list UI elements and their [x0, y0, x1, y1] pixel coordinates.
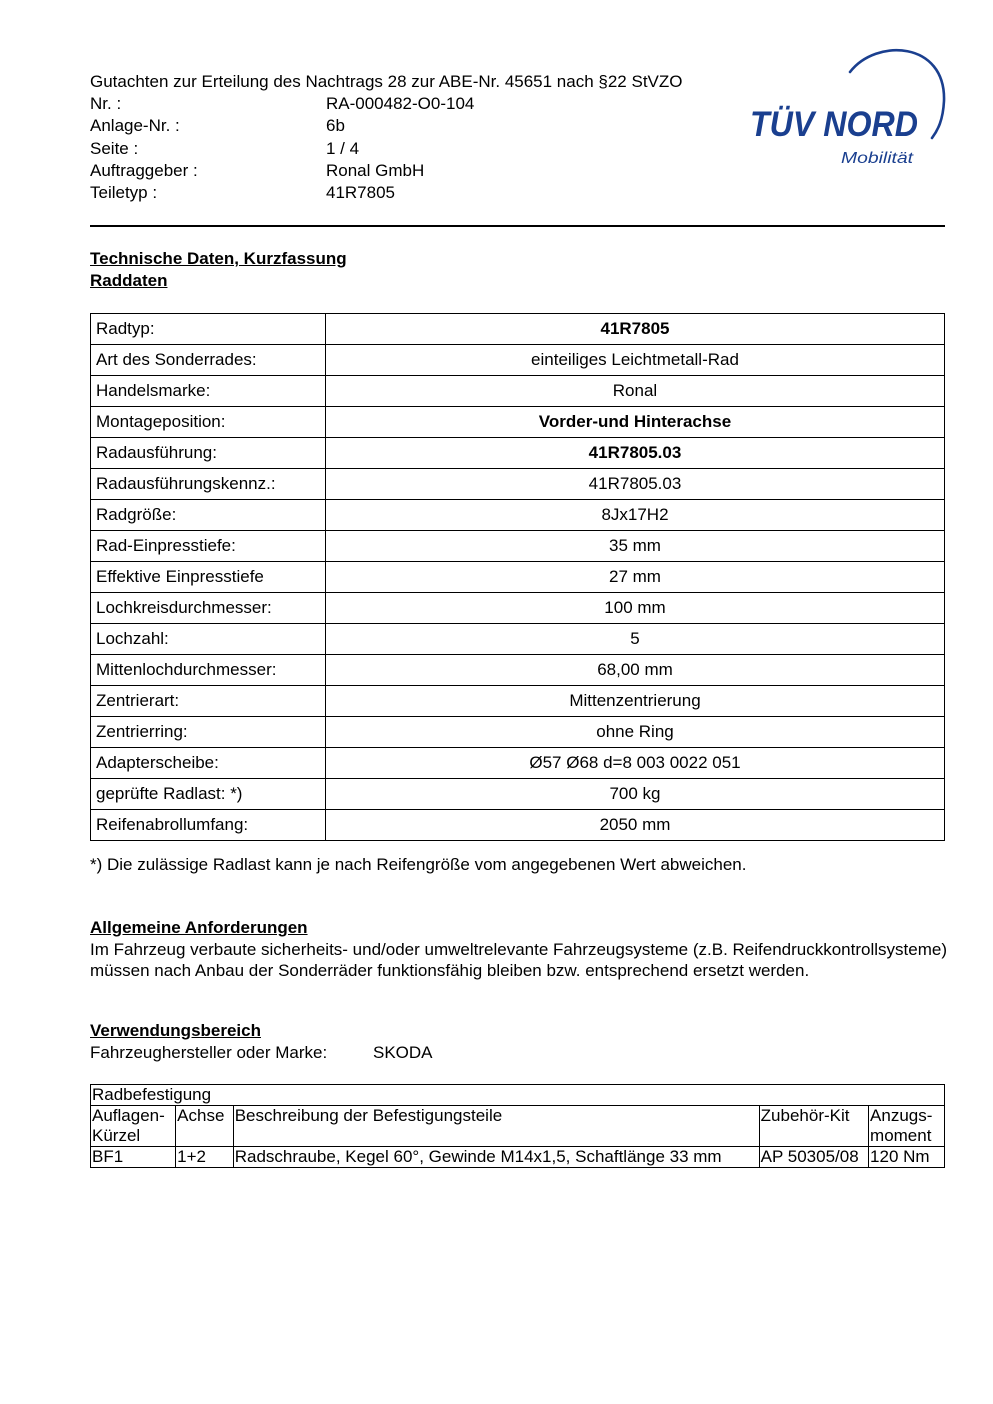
- befestigung-title-row: [91, 1085, 945, 1106]
- befestigung-header: Anzugs- moment: [869, 1106, 945, 1147]
- raddaten-key: Rad-Einpresstiefe:: [91, 531, 326, 562]
- raddaten-row: [91, 500, 945, 531]
- header-value: 1 / 4: [326, 138, 360, 158]
- befestigung-header: Achse: [176, 1106, 234, 1147]
- raddaten-key: Radausführungskennz.:: [91, 469, 326, 500]
- raddaten-row: [91, 748, 945, 779]
- raddaten-row: [91, 469, 945, 500]
- raddaten-key: Art des Sonderrades:: [91, 345, 326, 376]
- raddaten-key: geprüfte Radlast: *): [91, 779, 326, 810]
- raddaten-value: Vorder-und Hinterachse: [326, 407, 945, 438]
- header-label: Seite :: [90, 138, 139, 158]
- raddaten-value: 35 mm: [326, 531, 945, 562]
- raddaten-row: [91, 438, 945, 469]
- raddaten-value: 68,00 mm: [326, 655, 945, 686]
- raddaten-row: [91, 531, 945, 562]
- raddaten-key: Montageposition:: [91, 407, 326, 438]
- header-row: [90, 138, 683, 160]
- befestigung-header: Beschreibung der Befestigungsteile: [233, 1106, 759, 1147]
- raddaten-key: Radtyp:: [91, 314, 326, 345]
- befestigung-header-row: [91, 1106, 945, 1147]
- raddaten-key: Radausführung:: [91, 438, 326, 469]
- raddaten-key: Zentrierring:: [91, 717, 326, 748]
- logo-brand-text: TÜV NORD: [750, 105, 918, 144]
- header-label: Teiletyp :: [90, 183, 158, 203]
- raddaten-key: Reifenabrollumfang:: [91, 810, 326, 841]
- raddaten-value: 700 kg: [326, 779, 945, 810]
- raddaten-value: 8Jx17H2: [326, 500, 945, 531]
- tuv-nord-logo: [746, 46, 951, 170]
- document-title: Gutachten zur Erteilung des Nachtrags 28 zur ABE-Nr. 45651 nach §22 StVZO: [90, 72, 683, 91]
- raddaten-key: Radgröße:: [91, 500, 326, 531]
- header-row: [90, 160, 683, 182]
- raddaten-value: 41R7805.03: [326, 438, 945, 469]
- raddaten-row: [91, 593, 945, 624]
- hersteller-label: Fahrzeughersteller oder Marke:: [90, 1043, 328, 1062]
- section-title-raddaten: Raddaten: [90, 271, 168, 290]
- allgemein-text: Im Fahrzeug verbaute sicherheits- und/oder umweltrelevante Fahrzeugsysteme (z.B. Reifendruckkontrollsysteme) müssen nach Anbau der Sonderräder funktionsfähig bleiben bzw. entsprechend ersetzt werden.: [90, 940, 947, 980]
- raddaten-value: 41R7805.03: [326, 469, 945, 500]
- raddaten-value: Ø57 Ø68 d=8 003 0022 051: [326, 748, 945, 779]
- raddaten-row: [91, 624, 945, 655]
- raddaten-value: 27 mm: [326, 562, 945, 593]
- befestigung-title: Radbefestigung: [91, 1085, 945, 1106]
- raddaten-value: Ronal: [326, 376, 945, 407]
- raddaten-value: ohne Ring: [326, 717, 945, 748]
- raddaten-row: [91, 686, 945, 717]
- raddaten-row: [91, 345, 945, 376]
- header-value: 6b: [326, 116, 345, 136]
- header-value: Ronal GmbH: [326, 160, 425, 180]
- radlast-note: *) Die zulässige Radlast kann je nach Reifengröße vom angegebenen Wert abweichen.: [90, 855, 747, 874]
- header-label: Auftraggeber :: [90, 160, 198, 180]
- raddaten-row: [91, 655, 945, 686]
- raddaten-key: Adapterscheibe:: [91, 748, 326, 779]
- raddaten-value: 2050 mm: [326, 810, 945, 841]
- raddaten-key: Mittenlochdurchmesser:: [91, 655, 326, 686]
- logo-sub-text: Mobilität: [841, 150, 914, 167]
- header-row: [90, 115, 683, 137]
- raddaten-row: [91, 407, 945, 438]
- raddaten-table: [90, 313, 945, 841]
- header-row: [90, 182, 683, 204]
- raddaten-value: 41R7805: [326, 314, 945, 345]
- raddaten-row: [91, 717, 945, 748]
- raddaten-value: Mittenzentrierung: [326, 686, 945, 717]
- header-label: Anlage-Nr. :: [90, 116, 180, 136]
- hersteller-value: SKODA: [373, 1043, 433, 1062]
- befestigung-header: Zubehör-Kit: [759, 1106, 868, 1147]
- raddaten-value: 5: [326, 624, 945, 655]
- raddaten-row: [91, 779, 945, 810]
- section-title-technische-daten: Technische Daten, Kurzfassung: [90, 249, 347, 268]
- raddaten-row: [91, 376, 945, 407]
- raddaten-row: [91, 562, 945, 593]
- raddaten-value: 100 mm: [326, 593, 945, 624]
- header-rule: [90, 225, 945, 227]
- befestigung-cell: BF1: [91, 1147, 176, 1168]
- raddaten-value: einteiliges Leichtmetall-Rad: [326, 345, 945, 376]
- befestigung-cell: AP 50305/08: [759, 1147, 868, 1168]
- befestigung-cell: 120 Nm: [869, 1147, 945, 1168]
- raddaten-row: [91, 810, 945, 841]
- raddaten-key: Lochkreisdurchmesser:: [91, 593, 326, 624]
- raddaten-key: Lochzahl:: [91, 624, 326, 655]
- header-row: [90, 93, 683, 115]
- section-title-allgemein: Allgemeine Anforderungen: [90, 918, 308, 937]
- befestigung-cell: Radschraube, Kegel 60°, Gewinde M14x1,5, Schaftlänge 33 mm: [233, 1147, 759, 1168]
- header-label: Nr. :: [90, 94, 122, 114]
- befestigung-header: Auflagen- Kürzel: [91, 1106, 176, 1147]
- befestigung-row: [91, 1147, 945, 1168]
- hersteller-line: [90, 1042, 950, 1063]
- section-title-verwendung: Verwendungsbereich: [90, 1021, 261, 1040]
- raddaten-key: Effektive Einpresstiefe: [91, 562, 326, 593]
- raddaten-row: [91, 314, 945, 345]
- header-value: 41R7805: [326, 183, 396, 203]
- befestigung-cell: 1+2: [176, 1147, 234, 1168]
- raddaten-key: Handelsmarke:: [91, 376, 326, 407]
- radbefestigung-table: [90, 1084, 945, 1168]
- document-header: [90, 71, 683, 204]
- raddaten-key: Zentrierart:: [91, 686, 326, 717]
- header-value: RA-000482-O0-104: [326, 94, 475, 114]
